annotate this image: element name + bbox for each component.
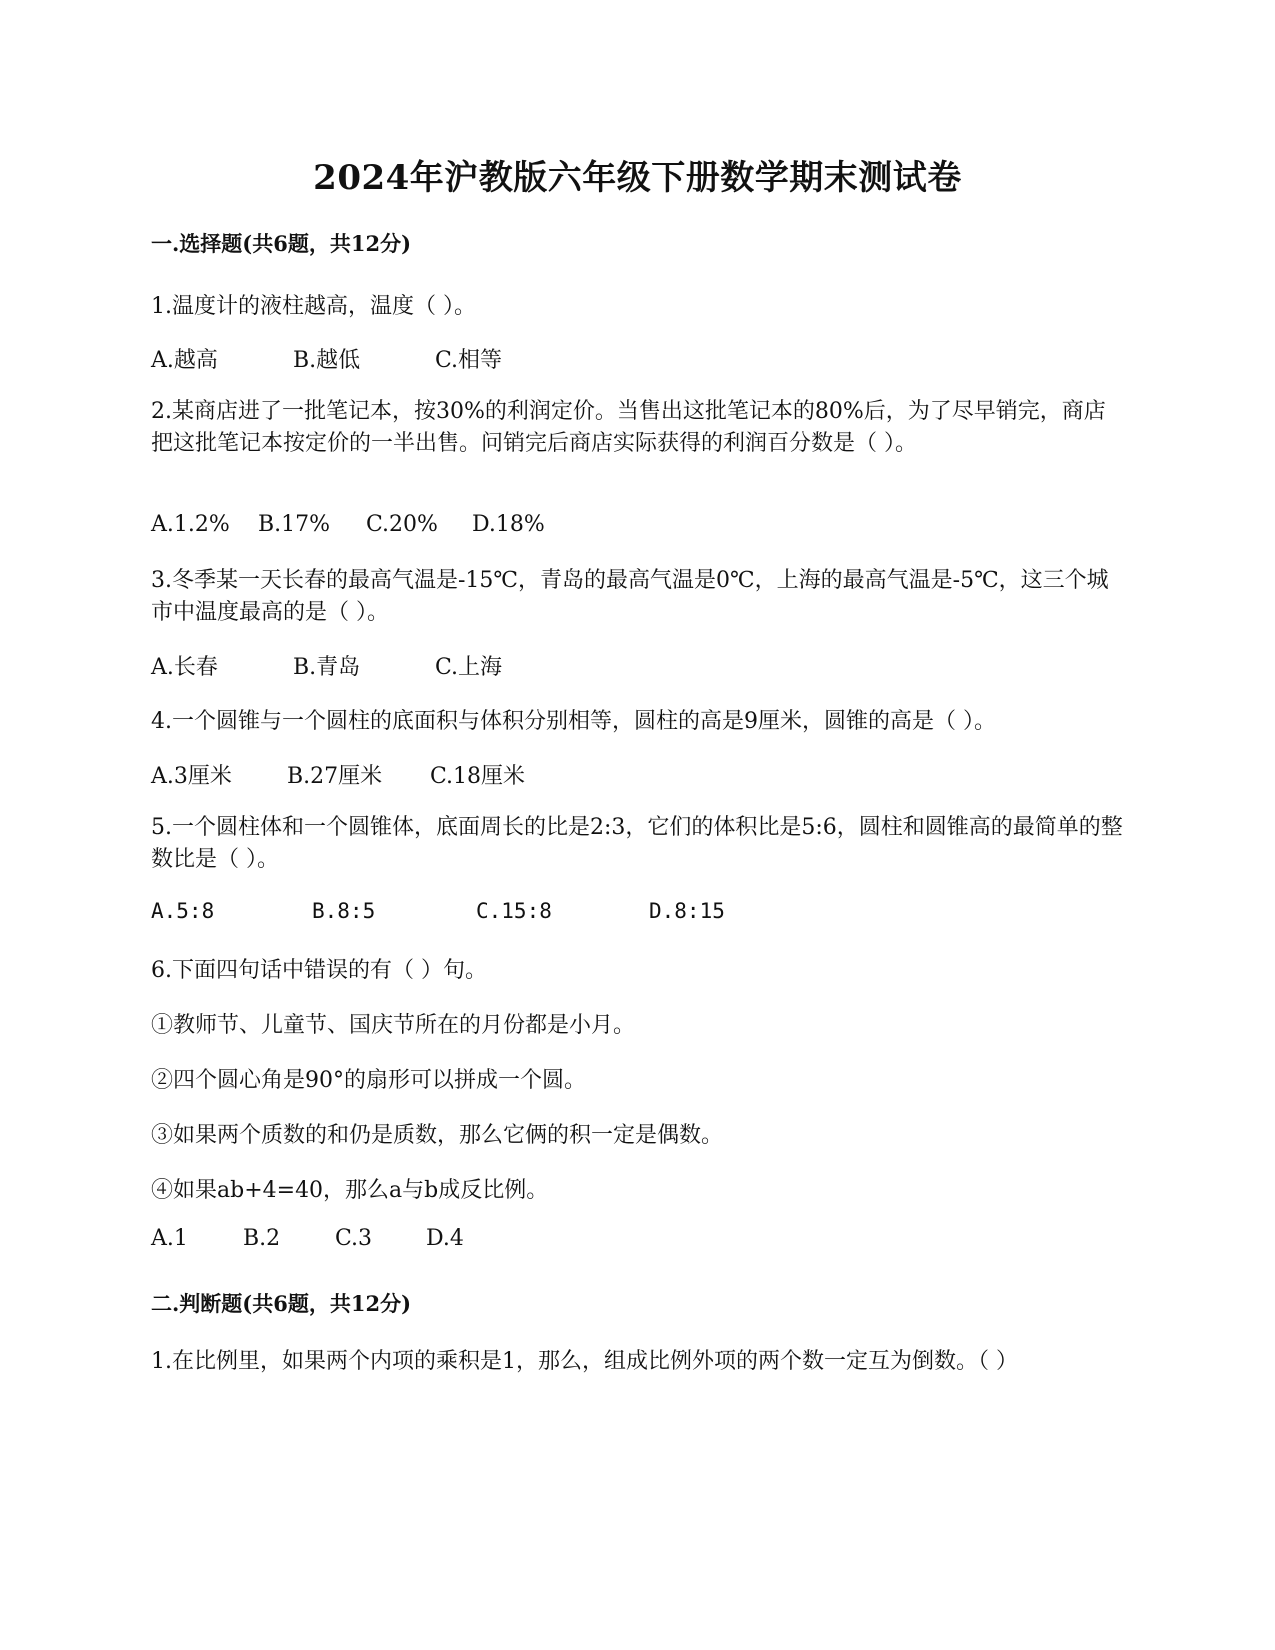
question-1-options [151,343,502,374]
question-2-options [151,512,545,537]
question-5-option-d: D.8:15 [649,899,725,923]
question-4-options [151,759,525,790]
question-3-options [151,650,502,681]
question-4-option-c: C.18厘米 [430,764,526,789]
question-3-option-a: A.长春 [151,655,218,680]
section-heading-choice: 一.选择题(共6题，共12分) [151,231,412,256]
question-1-option-c: C.相等 [435,348,503,373]
question-5-option-b: B.8:5 [312,899,376,923]
question-6-statement-3: ③如果两个质数的和仍是质数，那么它俩的积一定是偶数。 [151,1123,724,1148]
question-3-option-b: B.青岛 [293,655,361,680]
question-6-option-d: D.4 [426,1226,464,1251]
question-1-text: 1.温度计的液柱越高，温度（ ）。 [151,294,476,319]
question-2-text: 2.某商店进了一批笔记本，按30%的利润定价。当售出这批笔记本的80%后，为了尽早销完，商店把这批笔记本按定价的一半出售。问销完后商店实际获得的利润百分数是（ ）。 [151,399,1106,456]
question-6-statement-2: ②四个圆心角是90°的扇形可以拼成一个圆。 [151,1068,586,1093]
page-title: 2024年沪教版六年级下册数学期末测试卷 [313,158,962,198]
question-3-text: 3.冬季某一天长春的最高气温是-15℃，青岛的最高气温是0℃，上海的最高气温是-5℃，这三个城市中温度最高的是（ ）。 [151,568,1109,625]
question-1-option-a: A.越高 [151,348,218,373]
question-6-options [151,1226,464,1251]
question-4-text: 4.一个圆锥与一个圆柱的底面积与体积分别相等，圆柱的高是9厘米，圆锥的高是（ ）。 [151,709,996,734]
question-2-option-d: D.18% [472,512,545,537]
judgment-question-1-text: 1.在比例里，如果两个内项的乘积是1，那么，组成比例外项的两个数一定互为倒数。（ ） [151,1349,1018,1374]
question-6-text: 6.下面四句话中错误的有（ ）句。 [151,958,487,983]
question-5-text: 5.一个圆柱体和一个圆锥体，底面周长的比是2:3，它们的体积比是5:6，圆柱和圆锥高的最简单的整数比是（ ）。 [151,815,1123,872]
question-5-option-c: C.15:8 [476,899,552,923]
question-2-option-b: B.17% [258,512,331,537]
question-6-option-c: C.3 [335,1226,373,1251]
section-heading-judgment: 二.判断题(共6题，共12分) [151,1291,412,1316]
question-4-option-b: B.27厘米 [287,764,383,789]
question-5-options [151,899,725,923]
question-3-option-c: C.上海 [435,655,503,680]
question-2-option-c: C.20% [366,512,438,537]
question-6-option-a: A.1 [151,1226,188,1251]
question-6-statement-1: ①教师节、儿童节、国庆节所在的月份都是小月。 [151,1013,636,1038]
question-4-option-a: A.3厘米 [151,764,232,789]
question-6-statement-4: ④如果ab+4=40，那么a与b成反比例。 [151,1178,549,1203]
question-5-option-a: A.5:8 [151,899,215,923]
question-1-option-b: B.越低 [293,348,361,373]
question-2-option-a: A.1.2% [151,512,230,537]
question-6-option-b: B.2 [243,1226,281,1251]
